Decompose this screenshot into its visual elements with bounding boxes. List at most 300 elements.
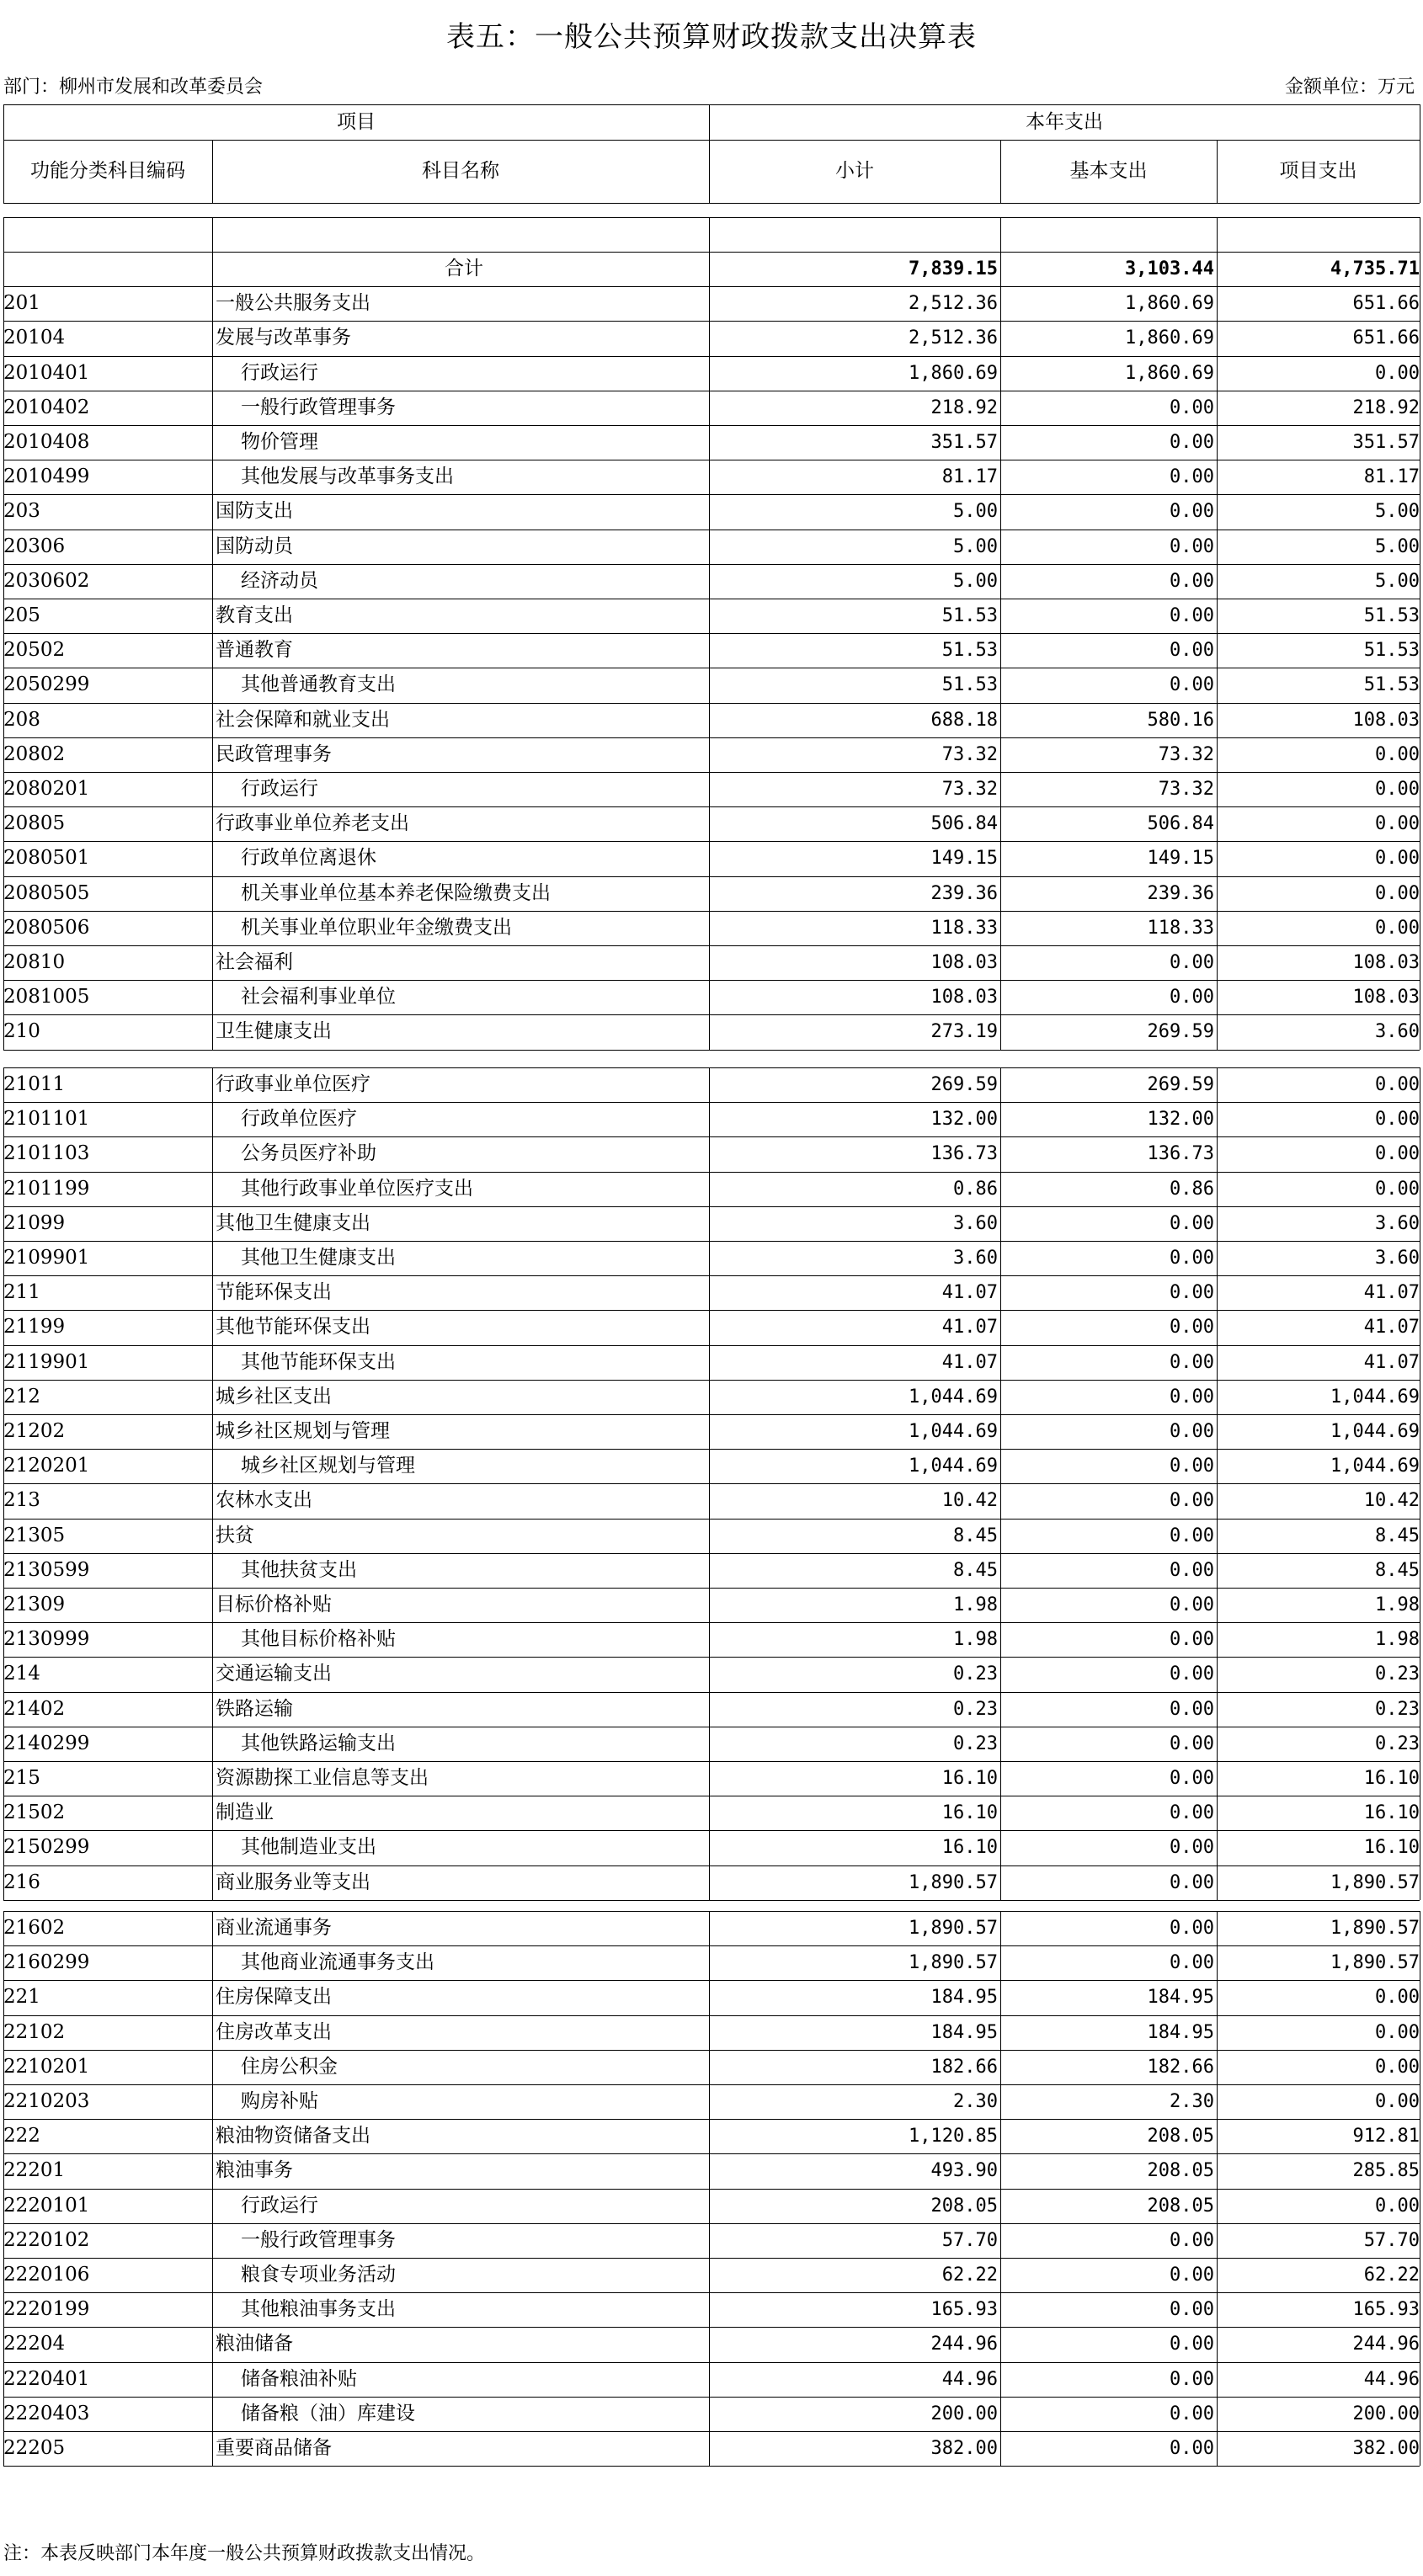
row-name: 其他扶贫支出 bbox=[241, 1558, 357, 1581]
row-name: 行政单位离退休 bbox=[241, 847, 376, 870]
row-basic: 0.00 bbox=[1170, 640, 1214, 662]
row-name: 行政运行 bbox=[241, 2194, 318, 2217]
row-name: 住房改革支出 bbox=[216, 2020, 332, 2043]
row-project: 0.00 bbox=[1375, 1109, 1420, 1131]
row-project: 0.00 bbox=[1375, 848, 1420, 870]
row-basic: 149.15 bbox=[1147, 848, 1214, 870]
row-subtotal: 493.90 bbox=[930, 2160, 998, 2182]
row-project: 351.57 bbox=[1352, 432, 1420, 453]
row-project: 1,890.57 bbox=[1330, 1871, 1420, 1893]
row-name: 机关事业单位职业年金缴费支出 bbox=[241, 916, 512, 939]
row-code: 211 bbox=[3, 1281, 40, 1304]
row-basic: 0.00 bbox=[1170, 1525, 1214, 1546]
row-project: 108.03 bbox=[1352, 987, 1420, 1009]
row-code: 21011 bbox=[3, 1073, 66, 1095]
row-basic: 0.00 bbox=[1170, 1490, 1214, 1512]
row-subtotal: 269.59 bbox=[930, 1074, 998, 1095]
row-name: 资源勘探工业信息等支出 bbox=[216, 1767, 429, 1789]
row-code: 210 bbox=[3, 1020, 40, 1043]
row-subtotal: 8.45 bbox=[953, 1559, 998, 1581]
row-code: 20810 bbox=[3, 951, 66, 973]
row-basic: 0.00 bbox=[1170, 1248, 1214, 1269]
row-name: 城乡社区规划与管理 bbox=[241, 1455, 415, 1477]
header-item: 项目 bbox=[337, 111, 376, 133]
row-name: 发展与改革事务 bbox=[216, 327, 351, 349]
row-subtotal: 5.00 bbox=[953, 501, 998, 523]
row-name: 粮油物资储备支出 bbox=[216, 2125, 370, 2148]
row-name: 国防动员 bbox=[216, 535, 293, 557]
row-project: 81.17 bbox=[1363, 466, 1420, 488]
row-project: 51.53 bbox=[1363, 674, 1420, 696]
row-project: 0.00 bbox=[1375, 1987, 1420, 2009]
row-subtotal: 73.32 bbox=[941, 779, 998, 800]
row-basic: 0.00 bbox=[1170, 1802, 1214, 1824]
row-name: 机关事业单位基本养老保险缴费支出 bbox=[241, 881, 551, 904]
row-code: 2030602 bbox=[3, 569, 90, 592]
table-title: 表五：一般公共预算财政拨款支出决算表 bbox=[446, 20, 977, 54]
row-basic: 0.00 bbox=[1170, 605, 1214, 626]
header-name: 科目名称 bbox=[422, 160, 499, 182]
row-basic: 0.00 bbox=[1170, 674, 1214, 696]
row-basic: 0.00 bbox=[1170, 535, 1214, 557]
row-basic: 0.00 bbox=[1170, 1871, 1214, 1893]
row-name: 民政管理事务 bbox=[216, 742, 332, 765]
row-name: 储备粮油补贴 bbox=[241, 2367, 357, 2390]
row-project: 10.42 bbox=[1363, 1490, 1420, 1512]
row-subtotal: 688.18 bbox=[930, 709, 998, 731]
row-name: 行政事业单位医疗 bbox=[216, 1073, 370, 1095]
row-name: 粮食专项业务活动 bbox=[241, 2264, 396, 2286]
row-name: 购房补贴 bbox=[241, 2090, 318, 2112]
row-basic: 506.84 bbox=[1147, 813, 1214, 835]
row-code: 21099 bbox=[3, 1211, 66, 1234]
table-rule bbox=[3, 203, 1420, 204]
row-project: 57.70 bbox=[1363, 2229, 1420, 2251]
row-project: 0.00 bbox=[1375, 779, 1420, 800]
row-code: 2101103 bbox=[3, 1142, 90, 1165]
row-name: 其他铁路运输支出 bbox=[241, 1732, 396, 1754]
row-code: 21202 bbox=[3, 1420, 66, 1442]
table-rule bbox=[3, 217, 1420, 218]
row-project: 108.03 bbox=[1352, 709, 1420, 731]
total-basic: 3,103.44 bbox=[1125, 258, 1214, 279]
row-basic: 0.00 bbox=[1170, 1698, 1214, 1720]
header-current-year: 本年支出 bbox=[1026, 111, 1103, 133]
row-basic: 0.00 bbox=[1170, 2299, 1214, 2321]
row-project: 0.00 bbox=[1375, 2056, 1420, 2078]
row-basic: 0.00 bbox=[1170, 987, 1214, 1009]
table-rule bbox=[3, 1900, 1420, 1901]
row-basic: 0.00 bbox=[1170, 1768, 1214, 1789]
row-subtotal: 136.73 bbox=[930, 1143, 998, 1165]
row-name: 住房公积金 bbox=[241, 2055, 338, 2078]
row-code: 2010499 bbox=[3, 466, 90, 488]
row-code: 21305 bbox=[3, 1524, 66, 1546]
row-name: 经济动员 bbox=[241, 569, 318, 592]
row-name: 物价管理 bbox=[241, 431, 318, 453]
row-name: 目标价格补贴 bbox=[216, 1594, 332, 1615]
row-name: 社会福利 bbox=[216, 951, 293, 973]
row-code: 208 bbox=[3, 708, 40, 731]
row-project: 8.45 bbox=[1375, 1559, 1420, 1581]
row-subtotal: 16.10 bbox=[941, 1802, 998, 1824]
row-basic: 208.05 bbox=[1147, 2160, 1214, 2182]
row-subtotal: 118.33 bbox=[930, 917, 998, 939]
row-code: 2220101 bbox=[3, 2194, 90, 2217]
row-code: 22201 bbox=[3, 2159, 66, 2182]
row-subtotal: 218.92 bbox=[930, 397, 998, 418]
row-project: 5.00 bbox=[1375, 501, 1420, 523]
row-basic: 0.00 bbox=[1170, 1212, 1214, 1234]
row-subtotal: 44.96 bbox=[941, 2368, 998, 2390]
row-code: 2080201 bbox=[3, 778, 90, 800]
row-project: 0.00 bbox=[1375, 1143, 1420, 1165]
row-name: 其他制造业支出 bbox=[241, 1836, 376, 1859]
row-basic: 1,860.69 bbox=[1125, 293, 1214, 315]
row-name: 行政运行 bbox=[241, 361, 318, 384]
row-subtotal: 51.53 bbox=[941, 640, 998, 662]
row-basic: 136.73 bbox=[1147, 1143, 1214, 1165]
row-project: 0.23 bbox=[1375, 1698, 1420, 1720]
row-subtotal: 51.53 bbox=[941, 605, 998, 626]
row-basic: 0.00 bbox=[1170, 1456, 1214, 1477]
row-basic: 184.95 bbox=[1147, 2021, 1214, 2043]
row-code: 222 bbox=[3, 2125, 40, 2148]
row-subtotal: 5.00 bbox=[953, 570, 998, 592]
row-code: 20502 bbox=[3, 639, 66, 662]
row-project: 0.00 bbox=[1375, 2091, 1420, 2112]
row-project: 651.66 bbox=[1352, 293, 1420, 315]
row-name: 商业服务业等支出 bbox=[216, 1871, 370, 1893]
row-subtotal: 2,512.36 bbox=[909, 327, 998, 349]
row-basic: 0.00 bbox=[1170, 1629, 1214, 1651]
row-code: 20805 bbox=[3, 812, 66, 835]
row-basic: 0.00 bbox=[1170, 1837, 1214, 1859]
row-code: 22205 bbox=[3, 2437, 66, 2459]
row-code: 2220401 bbox=[3, 2367, 90, 2390]
row-subtotal: 1.98 bbox=[953, 1594, 998, 1615]
row-subtotal: 149.15 bbox=[930, 848, 998, 870]
row-code: 2080505 bbox=[3, 881, 90, 904]
row-project: 1,044.69 bbox=[1330, 1421, 1420, 1442]
row-project: 0.23 bbox=[1375, 1732, 1420, 1754]
row-code: 20104 bbox=[3, 327, 66, 349]
row-code: 2010408 bbox=[3, 431, 90, 453]
row-code: 203 bbox=[3, 500, 40, 523]
row-name: 商业流通事务 bbox=[216, 1917, 332, 1939]
row-basic: 0.00 bbox=[1170, 1351, 1214, 1373]
row-code: 2010402 bbox=[3, 396, 90, 418]
row-subtotal: 1,890.57 bbox=[909, 1918, 998, 1939]
row-basic: 269.59 bbox=[1147, 1074, 1214, 1095]
row-basic: 73.32 bbox=[1158, 743, 1214, 765]
row-name: 行政运行 bbox=[241, 778, 318, 800]
header-basic: 基本支出 bbox=[1069, 160, 1148, 182]
row-project: 16.10 bbox=[1363, 1768, 1420, 1789]
row-name: 一般行政管理事务 bbox=[241, 2228, 396, 2251]
row-basic: 0.00 bbox=[1170, 2368, 1214, 2390]
row-project: 651.66 bbox=[1352, 327, 1420, 349]
row-code: 2109901 bbox=[3, 1247, 90, 1269]
row-subtotal: 1,044.69 bbox=[909, 1456, 998, 1477]
row-subtotal: 1,044.69 bbox=[909, 1386, 998, 1408]
row-project: 0.00 bbox=[1375, 2021, 1420, 2043]
row-name: 其他节能环保支出 bbox=[241, 1350, 396, 1373]
row-name: 城乡社区规划与管理 bbox=[216, 1420, 390, 1442]
row-basic: 0.00 bbox=[1170, 1282, 1214, 1304]
row-name: 其他商业流通事务支出 bbox=[241, 1951, 434, 1974]
row-project: 3.60 bbox=[1375, 1212, 1420, 1234]
row-code: 2101101 bbox=[3, 1108, 90, 1131]
row-basic: 0.00 bbox=[1170, 1918, 1214, 1939]
row-project: 5.00 bbox=[1375, 535, 1420, 557]
row-code: 2120201 bbox=[3, 1455, 90, 1477]
row-name: 其他普通教育支出 bbox=[241, 673, 396, 696]
row-code: 2101199 bbox=[3, 1177, 90, 1200]
row-basic: 118.33 bbox=[1147, 917, 1214, 939]
row-basic: 208.05 bbox=[1147, 2126, 1214, 2148]
row-code: 2081005 bbox=[3, 986, 90, 1009]
row-project: 0.00 bbox=[1375, 813, 1420, 835]
row-basic: 0.00 bbox=[1170, 1317, 1214, 1339]
row-project: 0.00 bbox=[1375, 917, 1420, 939]
row-project: 0.00 bbox=[1375, 362, 1420, 384]
row-subtotal: 1,890.57 bbox=[909, 1952, 998, 1974]
row-project: 0.00 bbox=[1375, 2195, 1420, 2217]
table-note: 注：本表反映部门本年度一般公共预算财政拨款支出情况。 bbox=[3, 2543, 486, 2564]
row-name: 其他发展与改革事务支出 bbox=[241, 466, 454, 488]
row-code: 2130599 bbox=[3, 1558, 90, 1581]
row-basic: 208.05 bbox=[1147, 2195, 1214, 2217]
row-project: 912.81 bbox=[1352, 2126, 1420, 2148]
row-subtotal: 182.66 bbox=[930, 2056, 998, 2078]
row-subtotal: 165.93 bbox=[930, 2299, 998, 2321]
row-code: 216 bbox=[3, 1871, 40, 1893]
row-subtotal: 239.36 bbox=[930, 882, 998, 904]
row-subtotal: 1.98 bbox=[953, 1629, 998, 1651]
row-project: 165.93 bbox=[1352, 2299, 1420, 2321]
row-basic: 0.00 bbox=[1170, 2229, 1214, 2251]
row-project: 5.00 bbox=[1375, 570, 1420, 592]
row-basic: 1,860.69 bbox=[1125, 327, 1214, 349]
row-subtotal: 41.07 bbox=[941, 1282, 998, 1304]
row-project: 0.00 bbox=[1375, 1074, 1420, 1095]
row-code: 2119901 bbox=[3, 1350, 90, 1373]
row-basic: 0.00 bbox=[1170, 1594, 1214, 1615]
row-subtotal: 16.10 bbox=[941, 1837, 998, 1859]
row-code: 20306 bbox=[3, 535, 66, 557]
row-subtotal: 3.60 bbox=[953, 1212, 998, 1234]
row-name: 住房保障支出 bbox=[216, 1986, 332, 2009]
row-code: 2050299 bbox=[3, 673, 90, 696]
row-project: 41.07 bbox=[1363, 1351, 1420, 1373]
row-subtotal: 108.03 bbox=[930, 952, 998, 973]
row-basic: 0.00 bbox=[1170, 1559, 1214, 1581]
row-basic: 0.00 bbox=[1170, 2265, 1214, 2286]
row-project: 41.07 bbox=[1363, 1282, 1420, 1304]
row-basic: 184.95 bbox=[1147, 1987, 1214, 2009]
header-code: 功能分类科目编码 bbox=[30, 160, 185, 182]
row-name: 其他卫生健康支出 bbox=[216, 1211, 370, 1234]
row-project: 44.96 bbox=[1363, 2368, 1420, 2390]
row-basic: 182.66 bbox=[1147, 2056, 1214, 2078]
row-subtotal: 1,860.69 bbox=[909, 362, 998, 384]
row-project: 0.00 bbox=[1375, 1178, 1420, 1200]
row-subtotal: 51.53 bbox=[941, 674, 998, 696]
row-subtotal: 73.32 bbox=[941, 743, 998, 765]
row-project: 3.60 bbox=[1375, 1248, 1420, 1269]
row-code: 2080506 bbox=[3, 916, 90, 939]
row-code: 21402 bbox=[3, 1697, 66, 1720]
row-project: 1,890.57 bbox=[1330, 1952, 1420, 1974]
row-project: 108.03 bbox=[1352, 952, 1420, 973]
row-code: 212 bbox=[3, 1385, 40, 1408]
row-basic: 0.86 bbox=[1170, 1178, 1214, 1200]
row-project: 0.00 bbox=[1375, 743, 1420, 765]
table-rule bbox=[3, 2466, 1420, 2467]
row-code: 2080501 bbox=[3, 847, 90, 870]
row-subtotal: 132.00 bbox=[930, 1109, 998, 1131]
row-code: 21309 bbox=[3, 1594, 66, 1615]
row-name: 一般公共服务支出 bbox=[216, 292, 370, 315]
row-project: 0.23 bbox=[1375, 1663, 1420, 1685]
amount-unit-label: 金额单位：万元 bbox=[1284, 77, 1415, 98]
row-code: 2010401 bbox=[3, 361, 90, 384]
row-project: 3.60 bbox=[1375, 1021, 1420, 1043]
row-project: 51.53 bbox=[1363, 605, 1420, 626]
row-project: 0.00 bbox=[1375, 882, 1420, 904]
row-subtotal: 0.23 bbox=[953, 1698, 998, 1720]
header-project: 项目支出 bbox=[1279, 160, 1357, 182]
row-basic: 0.00 bbox=[1170, 952, 1214, 973]
row-code: 2160299 bbox=[3, 1951, 90, 1974]
row-subtotal: 5.00 bbox=[953, 535, 998, 557]
row-name: 国防支出 bbox=[216, 500, 293, 523]
row-subtotal: 62.22 bbox=[941, 2265, 998, 2286]
row-name: 其他粮油事务支出 bbox=[241, 2298, 396, 2321]
row-subtotal: 506.84 bbox=[930, 813, 998, 835]
row-code: 215 bbox=[3, 1767, 40, 1789]
row-name: 扶贫 bbox=[216, 1524, 254, 1546]
row-code: 22204 bbox=[3, 2333, 66, 2355]
row-subtotal: 1,044.69 bbox=[909, 1421, 998, 1442]
row-project: 16.10 bbox=[1363, 1837, 1420, 1859]
row-name: 普通教育 bbox=[216, 639, 293, 662]
row-basic: 0.00 bbox=[1170, 1663, 1214, 1685]
row-code: 205 bbox=[3, 604, 40, 626]
row-name: 一般行政管理事务 bbox=[241, 396, 396, 418]
row-subtotal: 108.03 bbox=[930, 987, 998, 1009]
row-subtotal: 2,512.36 bbox=[909, 293, 998, 315]
row-project: 16.10 bbox=[1363, 1802, 1420, 1824]
row-code: 2220403 bbox=[3, 2402, 90, 2424]
row-subtotal: 208.05 bbox=[930, 2195, 998, 2217]
row-basic: 0.00 bbox=[1170, 1952, 1214, 1974]
table-rule bbox=[3, 1050, 1420, 1051]
row-subtotal: 382.00 bbox=[930, 2438, 998, 2459]
total-project: 4,735.71 bbox=[1330, 258, 1420, 279]
row-subtotal: 81.17 bbox=[941, 466, 998, 488]
row-basic: 269.59 bbox=[1147, 1021, 1214, 1043]
row-subtotal: 8.45 bbox=[953, 1525, 998, 1546]
row-basic: 0.00 bbox=[1170, 501, 1214, 523]
total-label: 合计 bbox=[445, 258, 483, 279]
row-basic: 0.00 bbox=[1170, 1421, 1214, 1442]
row-basic: 0.00 bbox=[1170, 1386, 1214, 1408]
header-subtotal: 小计 bbox=[835, 160, 874, 182]
row-project: 1,890.57 bbox=[1330, 1918, 1420, 1939]
row-subtotal: 0.23 bbox=[953, 1732, 998, 1754]
row-name: 重要商品储备 bbox=[216, 2437, 332, 2459]
row-basic: 1,860.69 bbox=[1125, 362, 1214, 384]
department-label: 部门：柳州市发展和改革委员会 bbox=[3, 77, 264, 98]
total-subtotal: 7,839.15 bbox=[909, 258, 998, 279]
row-name: 行政单位医疗 bbox=[241, 1108, 357, 1131]
row-name: 教育支出 bbox=[216, 604, 293, 626]
row-code: 2150299 bbox=[3, 1836, 90, 1859]
row-name: 卫生健康支出 bbox=[216, 1020, 332, 1043]
row-subtotal: 3.60 bbox=[953, 1248, 998, 1269]
row-code: 2220199 bbox=[3, 2298, 90, 2321]
row-project: 200.00 bbox=[1352, 2403, 1420, 2424]
row-subtotal: 200.00 bbox=[930, 2403, 998, 2424]
row-code: 2130999 bbox=[3, 1628, 90, 1651]
row-name: 社会保障和就业支出 bbox=[216, 708, 390, 731]
row-basic: 0.00 bbox=[1170, 1732, 1214, 1754]
row-code: 2220106 bbox=[3, 2264, 90, 2286]
row-name: 城乡社区支出 bbox=[216, 1385, 332, 1408]
row-code: 201 bbox=[3, 292, 40, 315]
row-subtotal: 351.57 bbox=[930, 432, 998, 453]
row-subtotal: 10.42 bbox=[941, 1490, 998, 1512]
row-name: 铁路运输 bbox=[216, 1697, 293, 1720]
row-project: 51.53 bbox=[1363, 640, 1420, 662]
row-project: 218.92 bbox=[1352, 397, 1420, 418]
row-basic: 0.00 bbox=[1170, 2334, 1214, 2355]
row-basic: 0.00 bbox=[1170, 570, 1214, 592]
row-code: 214 bbox=[3, 1663, 40, 1685]
row-basic: 239.36 bbox=[1147, 882, 1214, 904]
row-name: 其他节能环保支出 bbox=[216, 1316, 370, 1339]
row-basic: 0.00 bbox=[1170, 2438, 1214, 2459]
row-project: 244.96 bbox=[1352, 2334, 1420, 2355]
row-name: 其他目标价格补贴 bbox=[241, 1628, 396, 1651]
row-subtotal: 57.70 bbox=[941, 2229, 998, 2251]
row-basic: 580.16 bbox=[1147, 709, 1214, 731]
row-name: 储备粮（油）库建设 bbox=[241, 2402, 415, 2424]
row-name: 粮油储备 bbox=[216, 2333, 293, 2355]
row-basic: 132.00 bbox=[1147, 1109, 1214, 1131]
row-subtotal: 273.19 bbox=[930, 1021, 998, 1043]
row-project: 1,044.69 bbox=[1330, 1456, 1420, 1477]
row-name: 农林水支出 bbox=[216, 1489, 312, 1512]
row-name: 节能环保支出 bbox=[216, 1281, 332, 1304]
row-code: 2220102 bbox=[3, 2228, 90, 2251]
row-basic: 0.00 bbox=[1170, 432, 1214, 453]
row-basic: 0.00 bbox=[1170, 466, 1214, 488]
row-basic: 0.00 bbox=[1170, 2403, 1214, 2424]
row-code: 2210201 bbox=[3, 2055, 90, 2078]
row-name: 公务员医疗补助 bbox=[241, 1142, 376, 1165]
row-name: 制造业 bbox=[216, 1802, 274, 1824]
row-code: 221 bbox=[3, 1986, 40, 2009]
row-subtotal: 184.95 bbox=[930, 1987, 998, 2009]
row-subtotal: 1,120.85 bbox=[909, 2126, 998, 2148]
row-project: 1,044.69 bbox=[1330, 1386, 1420, 1408]
row-project: 285.85 bbox=[1352, 2160, 1420, 2182]
row-subtotal: 244.96 bbox=[930, 2334, 998, 2355]
row-name: 社会福利事业单位 bbox=[241, 986, 396, 1009]
